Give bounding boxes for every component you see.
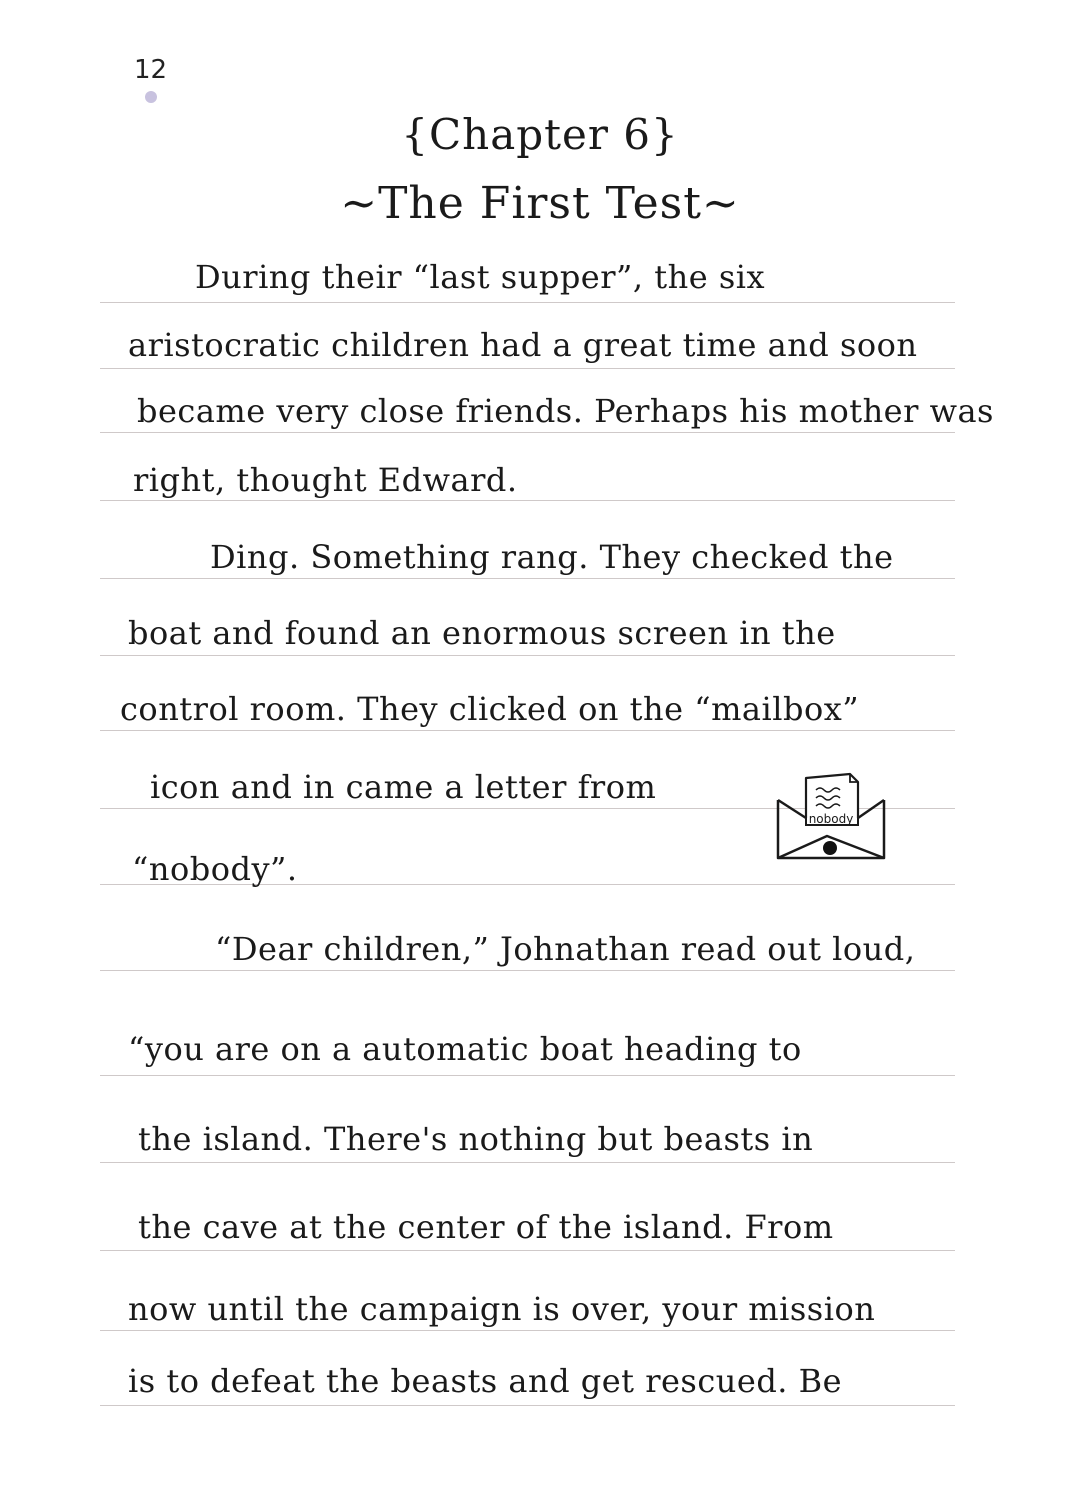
ruled-line — [100, 432, 955, 433]
ruled-line — [100, 1162, 955, 1163]
ruled-line — [100, 500, 955, 501]
text-line: aristocratic children had a great time and soon — [128, 326, 918, 364]
text-line: is to defeat the beasts and get rescued. Be — [128, 1362, 843, 1400]
text-line: boat and found an enormous screen in the — [128, 614, 836, 652]
ruled-line — [100, 578, 955, 579]
ruled-line — [100, 368, 955, 369]
text-line: icon and in came a letter from — [150, 768, 657, 806]
text-line: Ding. Something rang. They checked the — [210, 538, 894, 576]
text-line: “Dear children,” Johnathan read out loud, — [215, 930, 916, 968]
chapter-subtitle: ~The First Test~ — [340, 178, 740, 229]
text-line: During their “last supper”, the six — [195, 258, 766, 296]
text-line: the cave at the center of the island. From — [138, 1208, 834, 1246]
page-number: 12 — [134, 55, 168, 85]
ruled-line — [100, 655, 955, 656]
ruled-line — [100, 1405, 955, 1406]
text-line: became very close friends. Perhaps his mother was — [137, 392, 994, 430]
chapter-title: {Chapter 6} — [401, 110, 679, 159]
binder-dot — [145, 91, 157, 103]
ruled-line — [100, 302, 955, 303]
text-line: the island. There's nothing but beasts in — [138, 1120, 814, 1158]
envelope-letter-icon — [772, 770, 892, 865]
ruled-line — [100, 1250, 955, 1251]
text-line: “you are on a automatic boat heading to — [128, 1030, 802, 1068]
text-line: control room. They clicked on the “mailbox” — [120, 690, 860, 728]
ruled-line — [100, 730, 955, 731]
text-line: “nobody”. — [132, 850, 298, 888]
ruled-line — [100, 970, 955, 971]
ruled-line — [100, 1330, 955, 1331]
text-line: now until the campaign is over, your mission — [128, 1290, 876, 1328]
text-line: right, thought Edward. — [133, 461, 518, 499]
ruled-line — [100, 1075, 955, 1076]
envelope-label: nobody — [808, 812, 854, 826]
